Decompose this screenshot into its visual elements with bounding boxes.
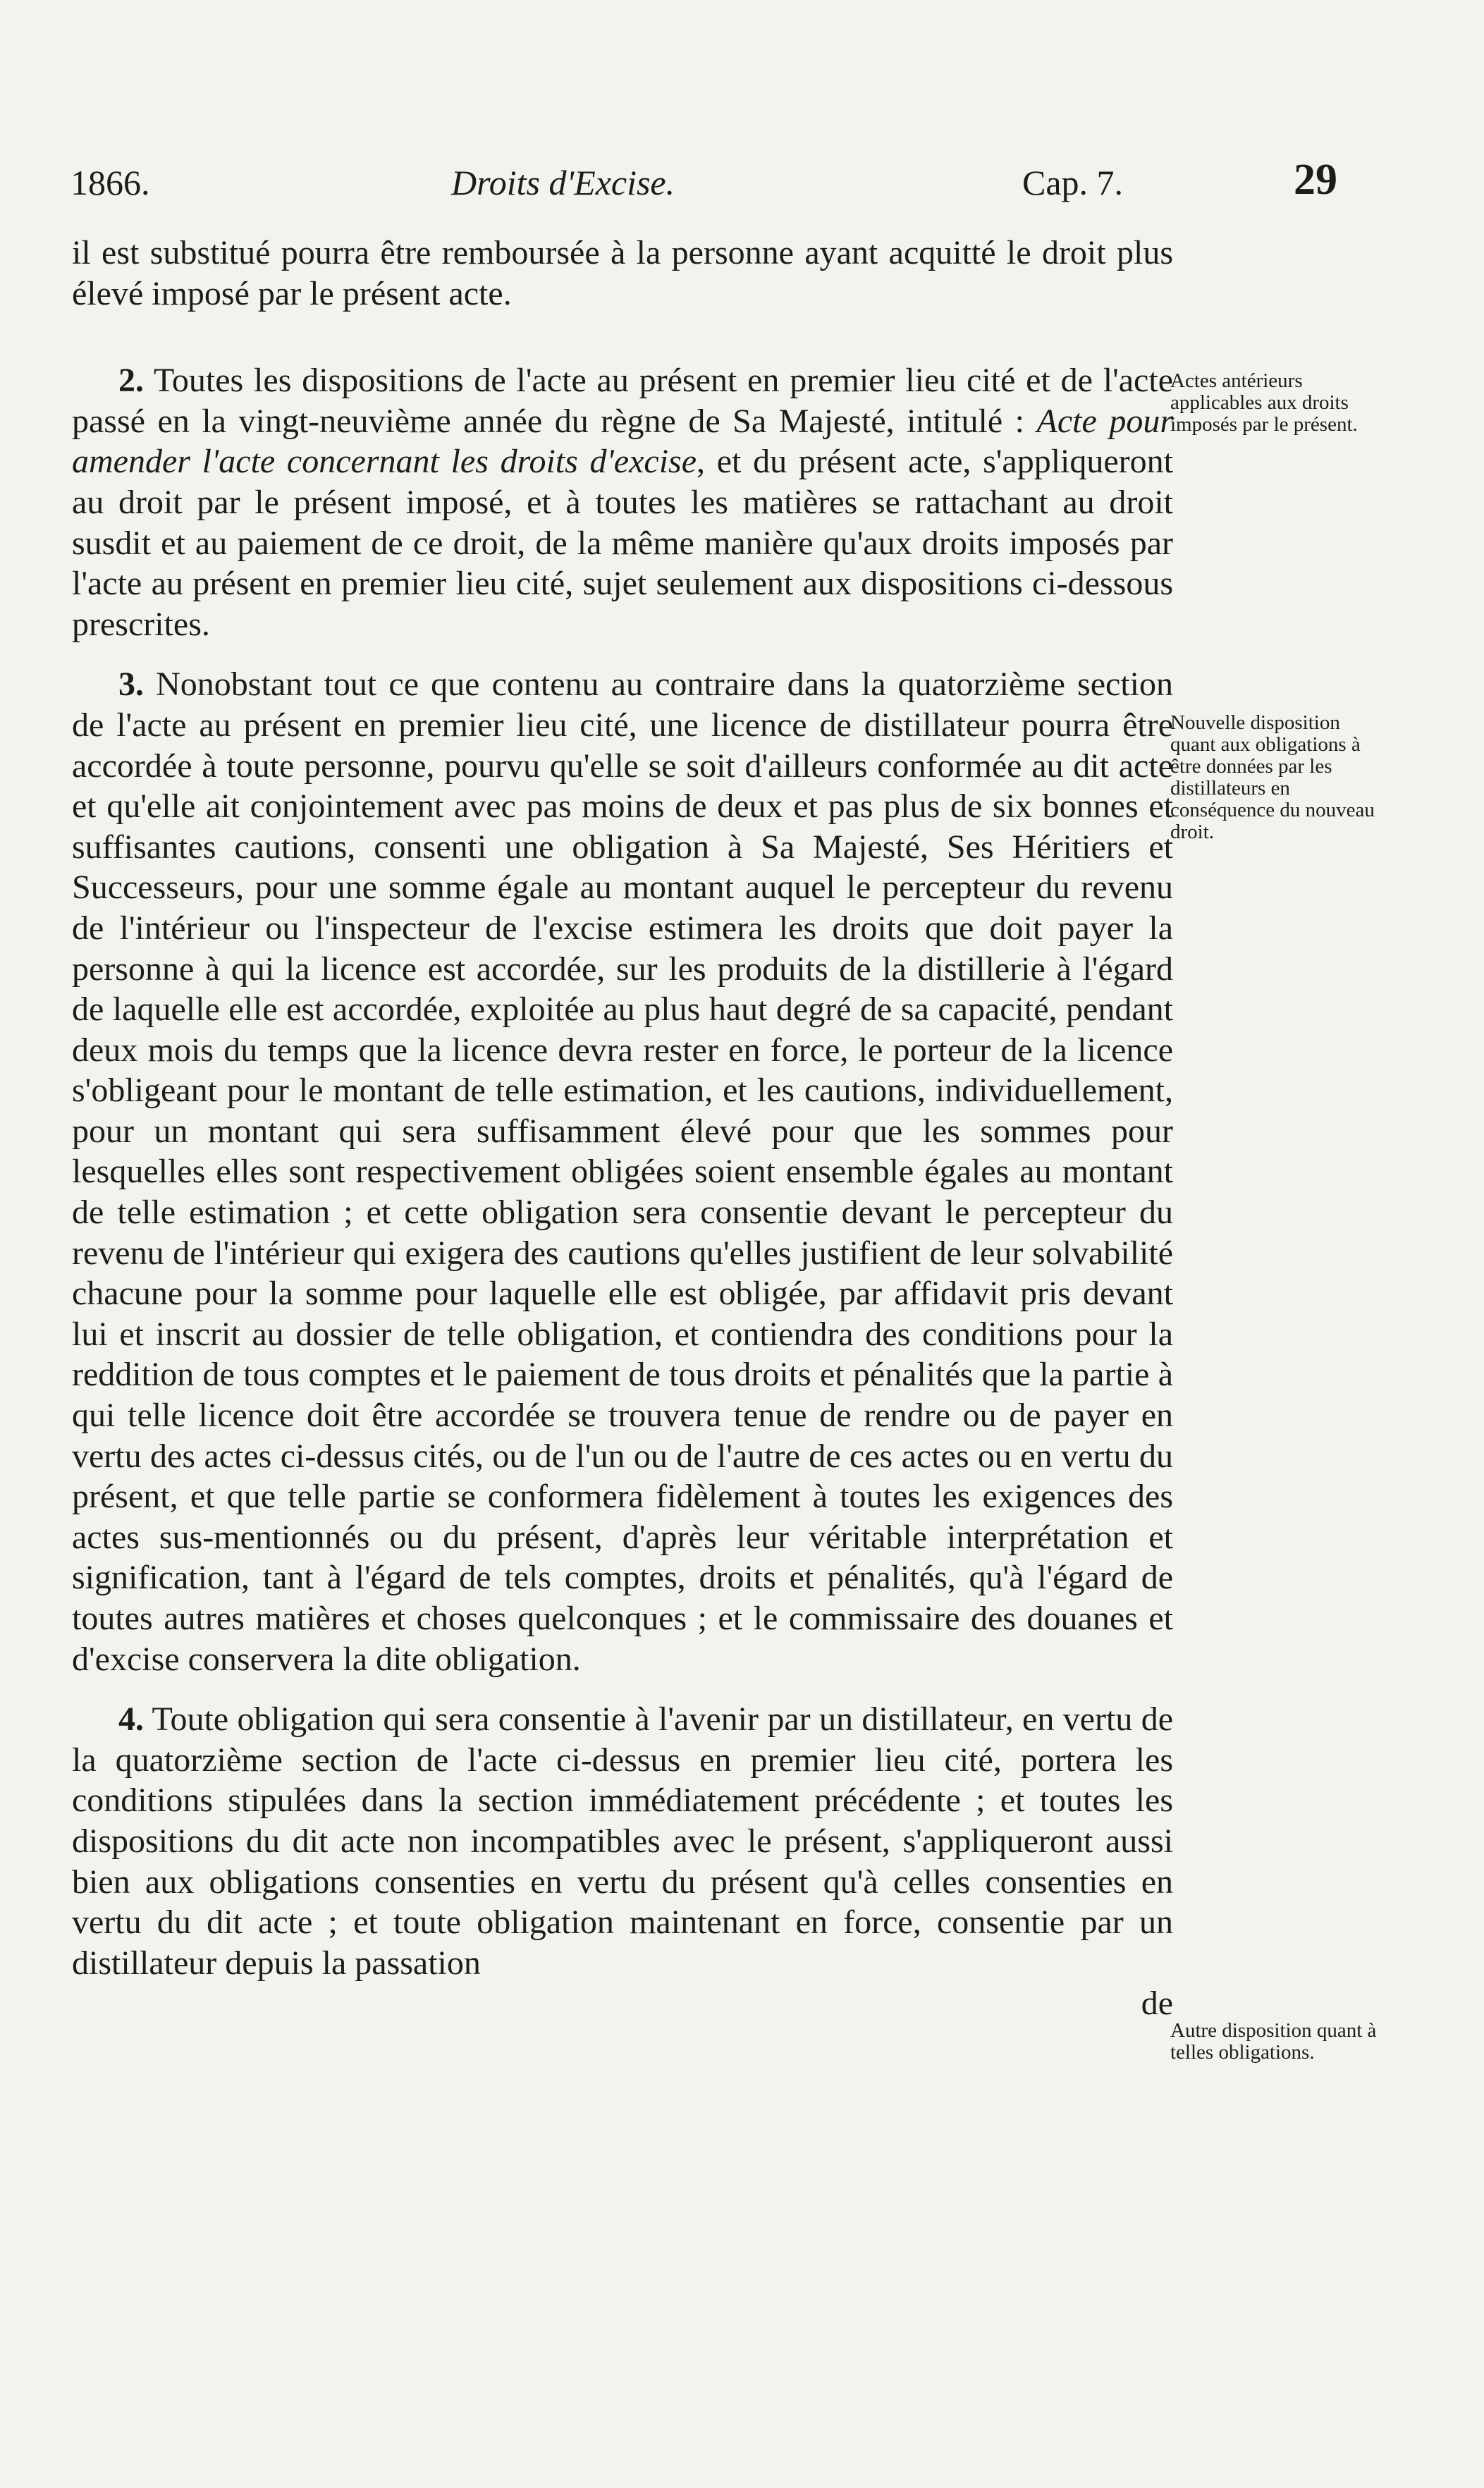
section-text: Toutes les dispositions de l'acte au présent en premier lieu cité et de l'acte passé en la vingt-neuvième année du règne de Sa Majesté, intitulé : [72,362,1173,440]
section-text: Toute obligation qui sera consentie à l'avenir par un distillateur, en vertu de la quatorzième section de l'acte ci-dessus en premier lieu cité, portera les conditions stipulées dans la section immédiatement précédente ; et toutes les dispositions du dit acte non incompatibles avec le présent, s'appliqueront aussi bien aux obligations consenties en vertu du présent qu'à celles consenties en vertu du dit acte ; et toute obligation maintenant en force, consentie par un distillateur depuis la passation [72,1700,1173,1982]
margin-note-section-2: Actes antérieurs applicables aux droits imposés par le présent. [1170,369,1358,436]
header-chapter: Cap. 7. [1022,163,1124,202]
section-2 [72,360,1173,644]
header-title: Droits d'Excise. [451,163,675,202]
section-number: 4. [118,1700,144,1739]
section-3 [72,664,1173,1679]
section-4 [72,1699,1173,1983]
page-number: 29 [1294,156,1337,204]
section-text: Nonobstant tout ce que contenu au contraire dans la quatorzième section de l'acte au présent en premier lieu cité, une licence de distillateur pourra être accordée à toute personne, pourvu qu'elle se soit d'ailleurs conformée au dit acte et qu'elle ait conjointement avec pas moins de deux et pas plus de six bonnes et suffisantes cautions, consenti une obligation à Sa Majesté, Ses Héritiers et Successeurs, pour une somme égale au montant auquel le percepteur du revenu de l'intérieur ou l'inspecteur de l'excise estimera les droits que doit payer la personne à qui la licence est accordée, sur les produits de la distillerie à l'égard de laquelle elle est accordée, exploitée au plus haut degré de sa capacité, pendant deux mois du temps que la licence devra rester en force, le porteur de la licence s'obligeant pour le montant de telle estimation, et les cautions, individuellement, pour un montant qui sera suffisamment élevé pour que les sommes pour lesquelles elles sont respectivement obligées soient ensemble égales au montant de telle estimation ; et cette obligation sera consentie devant le percepteur du revenu de l'intérieur qui exigera des cautions qu'elles justifient de leur solvabilité chacune pour la somme pour laquelle elle est obligée, par affidavit pris devant lui et inscrit au dossier de telle obligation, et contiendra des conditions pour la reddition de tous comptes et le paiement de tous droits et pénalités que la partie à qui telle licence doit être accordée se trouvera tenue de rendre ou de payer en vertu des actes ci-dessus cités, ou de l'un ou de l'autre de ces actes ou en vertu du présent, et que telle partie se conformera fidèlement à toutes les exigences des actes sus-mentionnés ou du présent, d'après leur véritable interprétation et signification, tant à l'égard de tels comptes, droits et pénalités, qu'à l'égard de toutes autres matières et choses quelconques ; et le commissaire des douanes et d'excise conservera la dite obligation. [72,666,1173,1678]
section-text: , et du présent acte, s'appliqueront au droit par le présent imposé, et à toutes les matières se rattachant au droit susdit et au paiement de ce droit, de la même manière qu'aux droits imposés par l'acte au présent en premier lieu cité, sujet seulement aux dispositions ci-dessous prescrites. [72,443,1173,643]
margin-note-section-4: Autre disposition quant à telles obligations. [1170,2019,1377,2064]
catchword: de [1141,1985,1173,2023]
header-year: 1866. [70,163,150,202]
paragraph-continuation: il est substitué pourra être remboursée à la personne ayant acquitté le droit plus élevé imposé par le présent acte. [72,234,1173,312]
section-number: 3. [118,666,144,704]
act-title: Acte pour amender l'acte concernant les droits d'excise [72,402,1174,481]
section-number: 2. [118,362,144,400]
margin-note-section-3: Nouvelle disposition quant aux obligations à être données par les distillateurs en conséquence du nouveau droit. [1170,711,1375,843]
main-text [72,233,1173,2024]
